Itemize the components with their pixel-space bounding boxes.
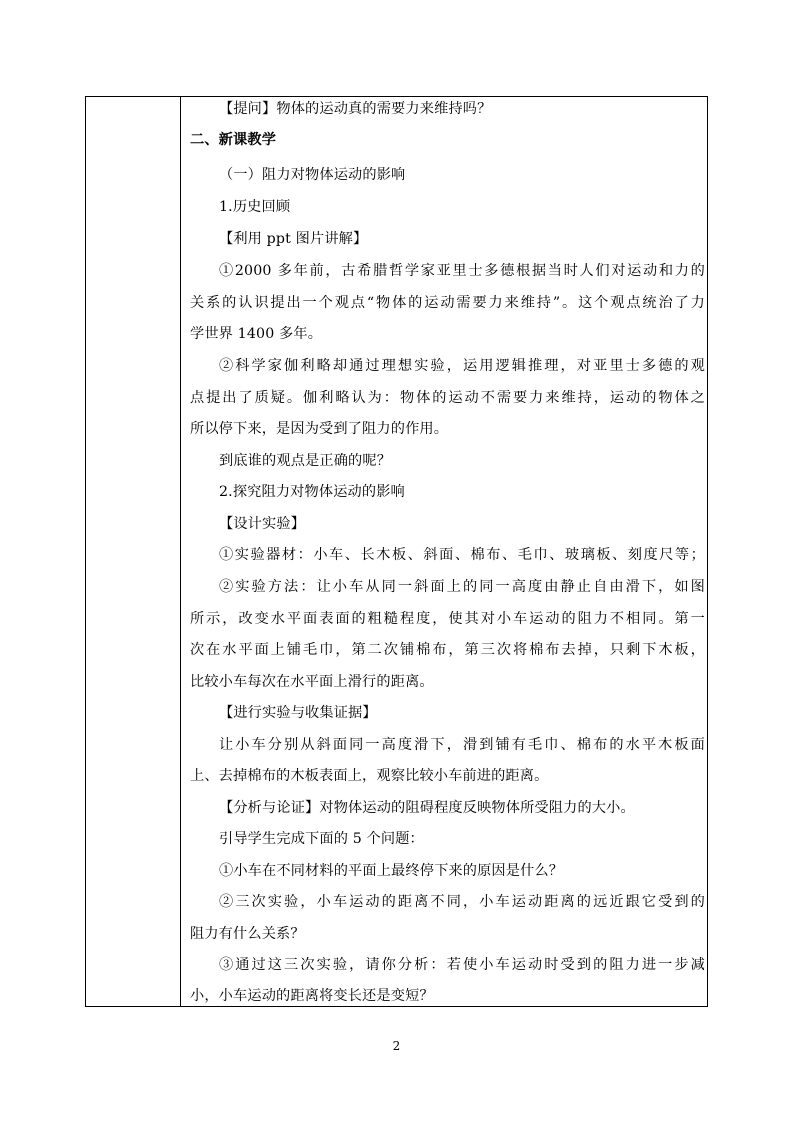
text-line: 让小车分别从斜面同一高度滑下，滑到铺有毛巾、棉布的水平木板面 bbox=[219, 737, 705, 753]
text-line: 比较小车每次在水平面上滑行的距离。 bbox=[190, 674, 434, 690]
text-line: 学世界 1400 多年。 bbox=[190, 326, 323, 342]
text-line: ①小车在不同材料的平面上最终停下来的原因是什么？ bbox=[219, 863, 564, 879]
text-line: 次在水平面上铺毛巾，第二次铺棉布，第三次将棉布去掉，只剩下木板， bbox=[190, 642, 705, 658]
text-line: ③通过这三次实验，请你分析：若使小车运动时受到的阻力进一步减 bbox=[219, 957, 705, 973]
text-line: 到底谁的观点是正确的呢？ bbox=[219, 453, 392, 469]
text-line: 1.历史回顾 bbox=[219, 199, 291, 215]
text-line: 关系的认识提出一个观点“物体的运动需要力来维持”。这个观点统治了力 bbox=[190, 295, 705, 311]
text-line: 上、去掉棉布的木板表面上，观察比较小车前进的距离。 bbox=[190, 768, 549, 784]
text-line: ②科学家伽利略却通过理想实验，运用逻辑推理，对亚里士多德的观 bbox=[219, 358, 705, 374]
lesson-table bbox=[85, 96, 708, 1007]
text-line-question: 【提问】物体的运动真的需要力来维持吗？ bbox=[219, 101, 492, 117]
text-line: 【利用 ppt 图片讲解】 bbox=[219, 231, 368, 247]
text-line: 引导学生完成下面的 5 个问题： bbox=[219, 831, 424, 847]
text-line: 【设计实验】 bbox=[219, 516, 306, 532]
text-line: 【分析与论证】对物体运动的阻碍程度反映物体所受阻力的大小。 bbox=[219, 800, 635, 816]
table-left-column bbox=[86, 97, 181, 1006]
text-line: 阻力有什么关系？ bbox=[190, 926, 305, 942]
text-line: ②实验方法：让小车从同一斜面上的同一高度由静止自由滑下，如图 bbox=[219, 579, 705, 595]
section-heading: 二、新课教学 bbox=[190, 132, 277, 148]
text-line: 点提出了质疑。伽利略认为：物体的运动不需要力来维持，运动的物体之 bbox=[190, 390, 705, 406]
text-line: 所示，改变水平面表面的粗糙程度，使其对小车运动的阻力不相同。第一 bbox=[190, 611, 705, 627]
table-content-cell bbox=[182, 97, 707, 1006]
text-line: ②三次实验，小车运动的距离不同，小车运动距离的远近跟它受到的 bbox=[219, 894, 705, 910]
text-line: 2.探究阻力对物体运动的影响 bbox=[219, 484, 405, 500]
text-line: 小，小车运动的距离将变长还是变短？ bbox=[190, 988, 434, 1004]
page-number: 2 bbox=[392, 1039, 401, 1053]
text-line: 所以停下来，是因为受到了阻力的作用。 bbox=[190, 421, 449, 437]
text-line: 【进行实验与收集证据】 bbox=[219, 705, 377, 721]
text-line: ①2000 多年前，古希腊哲学家亚里士多德根据当时人们对运动和力的 bbox=[219, 263, 705, 279]
subsection-heading: （一）阻力对物体运动的影响 bbox=[219, 167, 406, 183]
text-line: ①实验器材：小车、长木板、斜面、棉布、毛巾、玻璃板、刻度尺等； bbox=[219, 547, 705, 563]
